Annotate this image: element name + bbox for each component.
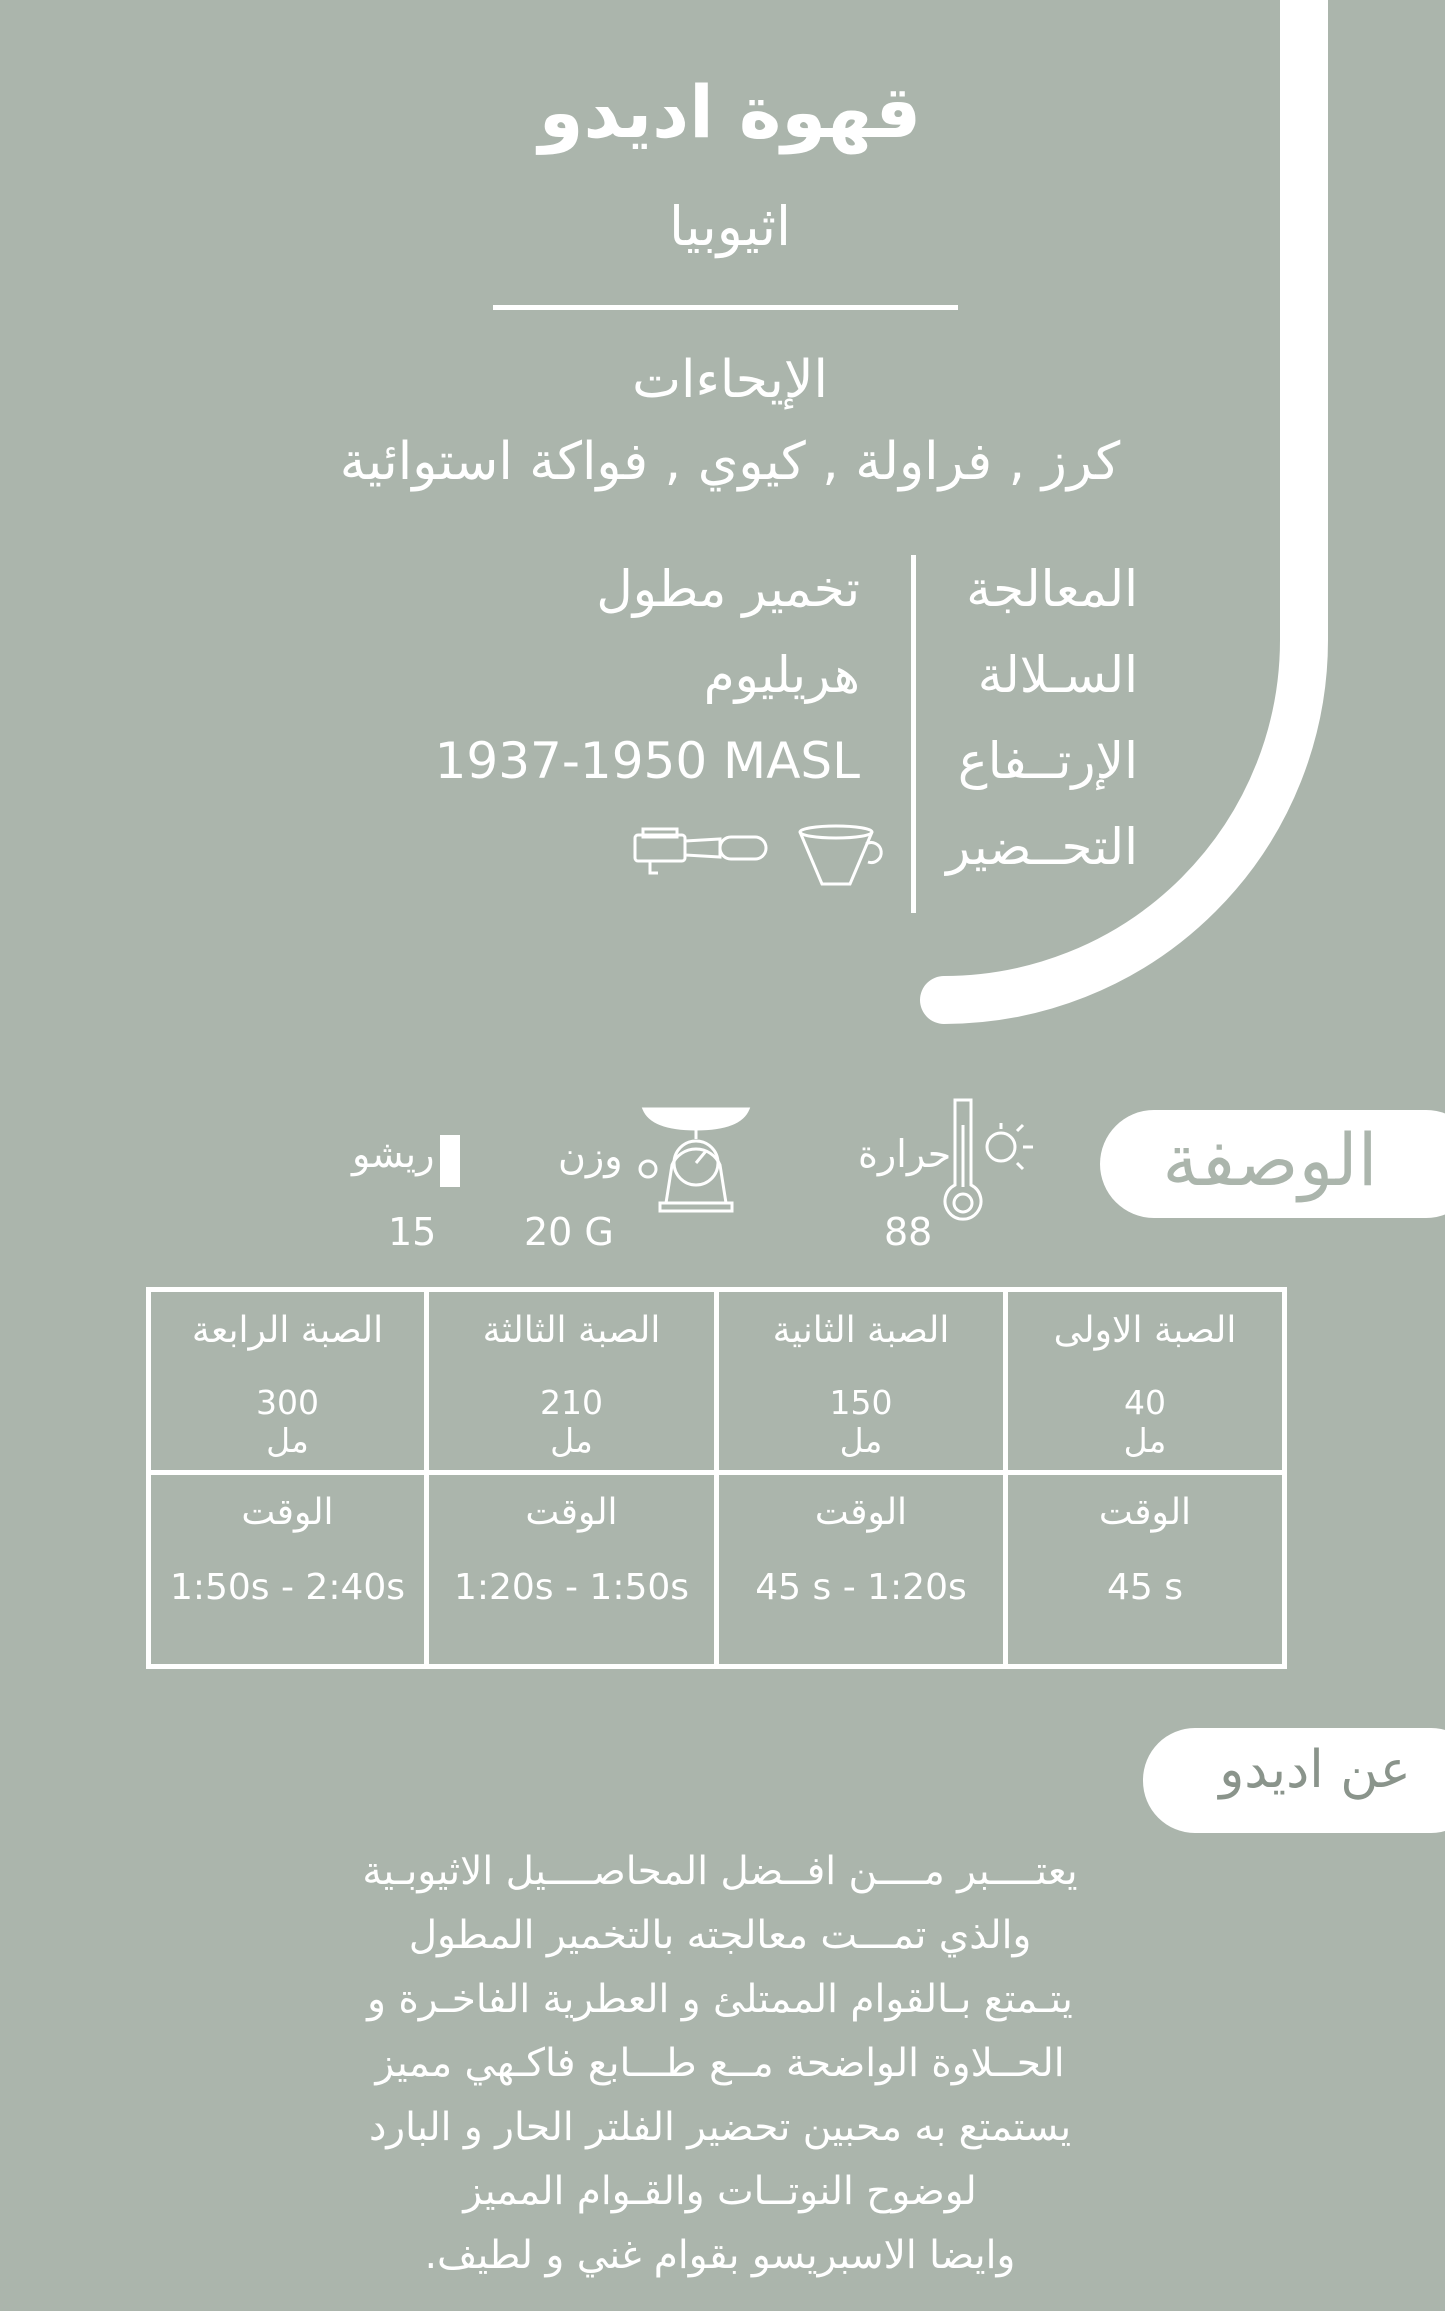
spec-value-variety: هريليوم [703,646,860,704]
about-description [240,1840,1200,2288]
about-line: لوضوح النوتــات والقـوام المميز [463,2169,977,2214]
pour-time-label: الوقت [814,1492,908,1533]
dripper-icon [798,822,888,890]
tasting-notes: كرز , فراولة , كيوي , فواكة استوائية [339,432,1121,492]
product-title: قهوة اديدو [538,70,922,154]
about-line: وايضا الاسبريسو بقوام غني و لطيف. [424,2233,1016,2278]
about-line: الحــلاوة الواضحة مــع طـــابع فاكـهي مميز [375,2041,1065,2086]
param-value-temperature: 88 [884,1210,933,1254]
about-line: والذي تمـــت معالجته بالتخمير المطول [408,1913,1032,1958]
spec-label-brew-method: التحــضير [946,818,1138,876]
origin-label: اثيوبيا [668,195,791,258]
portafilter-icon [630,825,770,895]
pour-name: الصبة الثالثة [482,1310,661,1351]
pour-time-label: الوقت [241,1492,334,1533]
tasting-notes-label: الإيحاءات [632,350,828,410]
scale-icon [632,1103,760,1215]
about-line: يتـمتع بـالقوام الممتلئ و العطرية الفاخـرة و [367,1977,1073,2022]
about-line: يعتــــبر مــــن افــضل المحاصــــيل الاثيوبـية [362,1849,1078,1894]
spec-divider [911,555,916,913]
pour-time: 45 s [1106,1567,1183,1608]
spec-label-variety: السـلالة [977,646,1138,704]
pour-name: الصبة الثانية [772,1310,950,1351]
pour-time: 1:50s - 2:40s [169,1567,406,1608]
spec-value-process: تخمير مطول [596,560,860,618]
param-label-temperature: حرارة [858,1132,952,1176]
ratio-icon [440,1135,460,1187]
title-divider [493,305,958,310]
pours-table [146,1287,1287,1669]
pour-unit: مل [550,1421,593,1460]
spec-label-process: المعالجة [966,560,1138,618]
pour-time: 1:20s - 1:50s [453,1567,690,1608]
pour-time: 45 s - 1:20s [755,1567,967,1608]
pour-amount: 210 [540,1383,603,1422]
pour-amount: 150 [829,1383,893,1422]
pour-name: الصبة الاولى [1053,1310,1237,1351]
pour-amount: 300 [256,1383,319,1422]
pour-unit: مل [1123,1421,1167,1460]
about-title: عن اديدو [1219,1740,1411,1800]
param-label-ratio: ريشو [352,1132,435,1176]
spec-value-altitude: 1937-1950 MASL [434,732,860,790]
param-label-weight: وزن [558,1134,623,1178]
decorative-curve [0,0,1445,1100]
table-divider [151,1470,1282,1475]
about-line: يستمتع به محبين تحضير الفلتر الحار و البارد [368,2105,1072,2150]
pour-unit: مل [839,1421,883,1460]
recipe-title: الوصفة [1162,1118,1378,1202]
param-value-weight: 20 G [524,1210,614,1254]
pour-amount: 40 [1124,1383,1166,1422]
param-value-ratio: 15 [388,1210,437,1254]
spec-label-altitude: الإرتــفاع [957,732,1138,790]
pour-time-label: الوقت [1098,1492,1192,1533]
pour-unit: مل [266,1421,309,1460]
pour-name: الصبة الرابعة [191,1310,384,1351]
pour-time-label: الوقت [525,1492,618,1533]
